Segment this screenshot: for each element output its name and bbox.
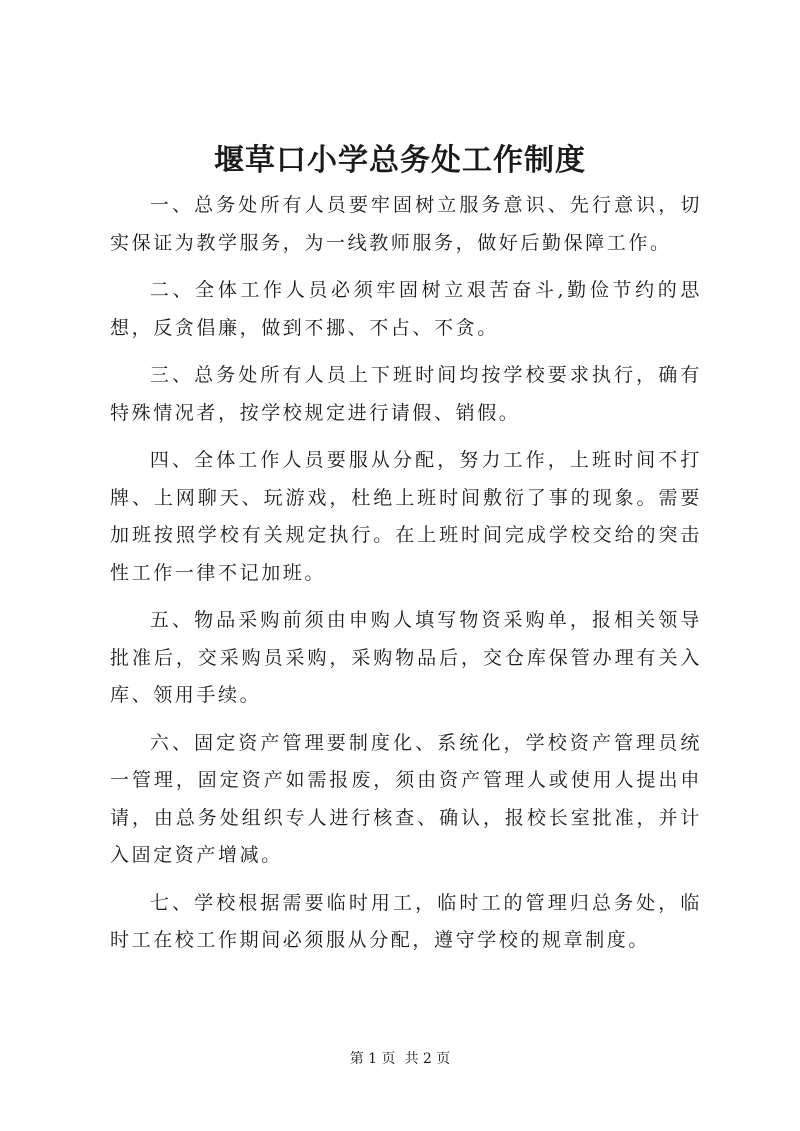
document-body	[110, 187, 702, 970]
paragraph-1: 一、总务处所有人员要牢固树立服务意识、先行意识，切实保证为教学服务，为一线教师服务，做好后勤保障工作。	[110, 194, 702, 254]
paragraph-6: 六、固定资产管理要制度化、系统化，学校资产管理员统一管理，固定资产如需报废，须由资产管理人或使用人提出申请，由总务处组织专人进行核查、确认，报校长室批准，并计入固定资产增减。	[110, 731, 702, 866]
paragraph-5: 五、物品采购前须由申购人填写物资采购单，报相关领导批准后，交采购员采购，采购物品后，交仓库保管办理有关入库、领用手续。	[110, 609, 702, 706]
document-title: 堰草口小学总务处工作制度	[214, 143, 586, 178]
paragraph-2: 二、全体工作人员必须牢固树立艰苦奋斗,勤俭节约的思想，反贪倡廉，做到不挪、不占、不贪。	[110, 279, 702, 339]
page-footer: 第 1 页 共 2 页	[349, 1051, 451, 1067]
paragraph-3: 三、总务处所有人员上下班时间均按学校要求执行，确有特殊情况者，按学校规定进行请假、销假。	[110, 364, 702, 424]
paragraph-7: 七、学校根据需要临时用工，临时工的管理归总务处，临时工在校工作期间必须服从分配，遵守学校的规章制度。	[110, 891, 702, 951]
paragraph-4: 四、全体工作人员要服从分配，努力工作，上班时间不打牌、上网聊天、玩游戏，杜绝上班时间敷衍了事的现象。需要加班按照学校有关规定执行。在上班时间完成学校交给的突击性工作一律不记加班。	[110, 449, 702, 584]
